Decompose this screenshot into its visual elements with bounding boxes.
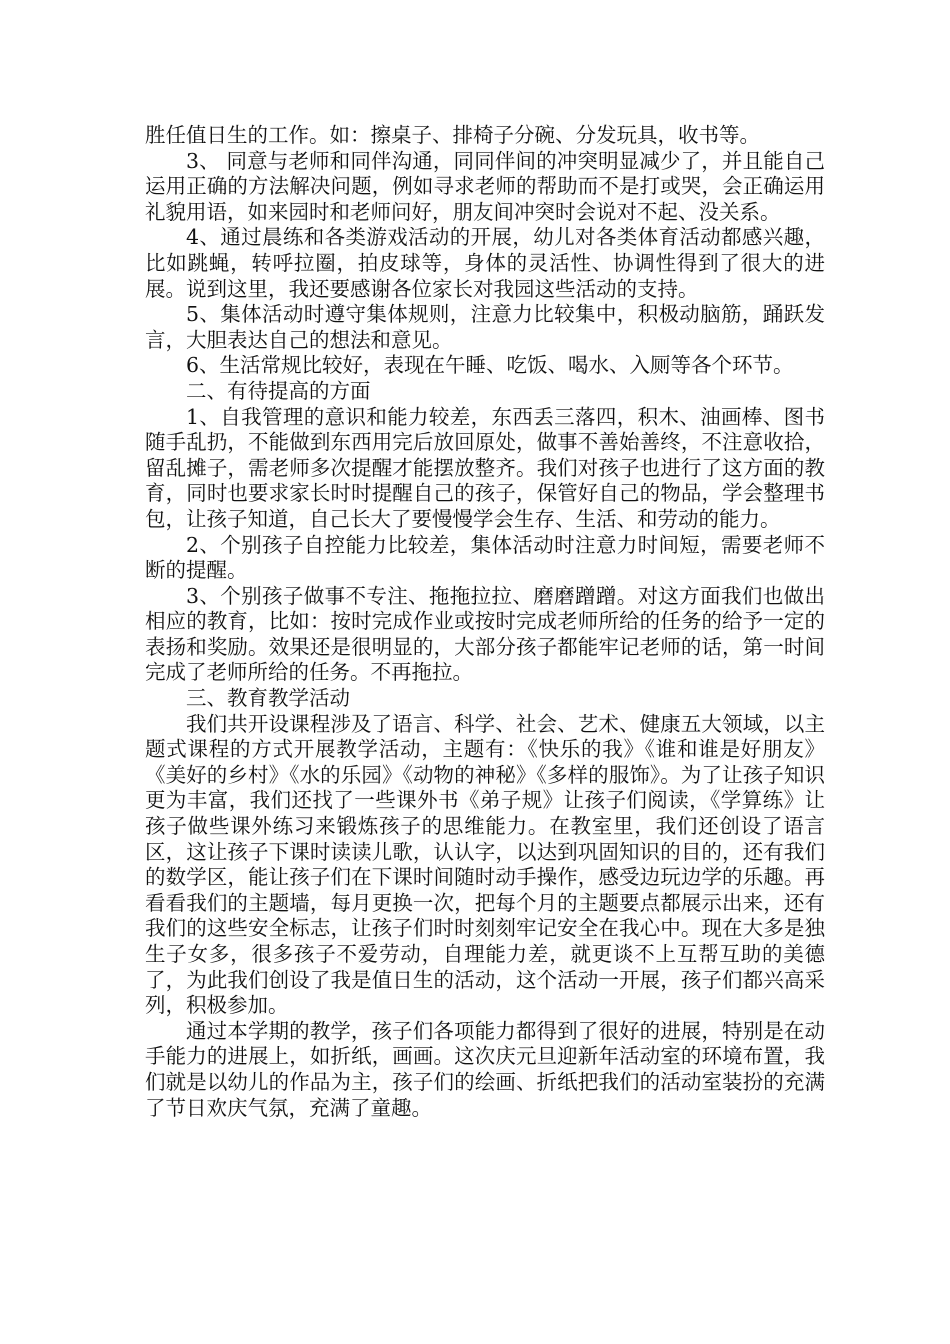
paragraph: 6、生活常规比较好，表现在午睡、吃饭、喝水、入厕等各个环节。: [186, 353, 794, 378]
paragraph: 胜任值日生的工作。如：擦桌子、排椅子分碗、分发玩具，收书等。: [145, 123, 760, 147]
paragraph: 3、 同意与老师和同伴沟通，同同伴间的冲突明显减少了，并且能自己运用正确的方法解决问题，例如寻求老师的帮助而不是打或哭，会正确运用礼貌用语，如来园时和老师问好，朋友间冲突时会说对不起、没关系。: [145, 148, 825, 224]
paragraph: 我们共开设课程涉及了语言、科学、社会、艺术、健康五大领域，以主题式课程的方式开展教学活动，主题有：《快乐的我》《谁和谁是好朋友》《美好的乡村》《水的乐园》《动物的神秘》《多样的服饰》。为了让孩子知识更为丰富，我们还找了一些课外书《弟子规》让孩子们阅读，《学算练》让孩子做些课外练习来锻炼孩子的思维能力。在教室里，我们还创设了语言区，这让孩子下课时读读儿歌，认认字，以达到巩固知识的目的，还有我们的数学区，能让孩子们在下课时间随时动手操作，感受边玩边学的乐趣。再看看我们的主题墙，每月更换一次，把每个月的主题要点都展示出来，还有我们的这些安全标志，让孩子们时时刻刻牢记安全在我心中。现在大多是独生子女多，很多孩子不爱劳动，自理能力差，就更谈不上互帮互助的美德了，为此我们创设了我是值日生的活动，这个活动一开展，孩子们都兴高采列，积极参加。: [145, 711, 825, 1018]
paragraph: 3、个别孩子做事不专注、拖拖拉拉、磨磨蹭蹭。对这方面我们也做出相应的教育，比如：按时完成作业或按时完成老师所给的任务的给予一定的表扬和奖励。效果还是很明显的，大部分孩子都能牢记老师的话，第一时间完成了老师所给的任务。不再拖拉。: [145, 583, 825, 685]
paragraph: 5、集体活动时遵守集体规则，注意力比较集中，积极动脑筋，踊跃发言，大胆表达自己的想法和意见。: [145, 302, 825, 352]
paragraph: 4、通过晨练和各类游戏活动的开展，幼儿对各类体育活动都感兴趣，比如跳蝇，转呼拉圈，拍皮球等，身体的灵活性、协调性得到了很大的进展。说到这里，我还要感谢各位家长对我园这些活动的支持。: [145, 225, 825, 301]
section-heading: 三、教育教学活动: [186, 686, 350, 711]
paragraph: 2、个别孩子自控能力比较差，集体活动时注意力时间短，需要老师不断的提醒。: [145, 532, 825, 583]
paragraph: 1、自我管理的意识和能力较差，东西丢三落四，积木、油画棒、图书随手乱扔，不能做到东西用完后放回原处，做事不善始善终，不注意收拾，留乱摊子，需老师多次提醒才能摆放整齐。我们对孩子也进行了这方面的教育，同时也要求家长时时提醒自己的孩子，保管好自己的物品，学会整理书包，让孩子知道，自己长大了要慢慢学会生存、生活、和劳动的能力。: [145, 404, 825, 531]
paragraph: 通过本学期的教学，孩子们各项能力都得到了很好的进展，特别是在动手能力的进展上，如折纸，画画。这次庆元旦迎新年活动室的环境布置，我们就是以幼儿的作品为主，孩子们的绘画、折纸把我们的活动室装扮的充满了节日欢庆气氛，充满了童趣。: [145, 1018, 825, 1120]
section-heading: 二、有待提高的方面: [186, 378, 371, 403]
document-body: [145, 123, 825, 1121]
